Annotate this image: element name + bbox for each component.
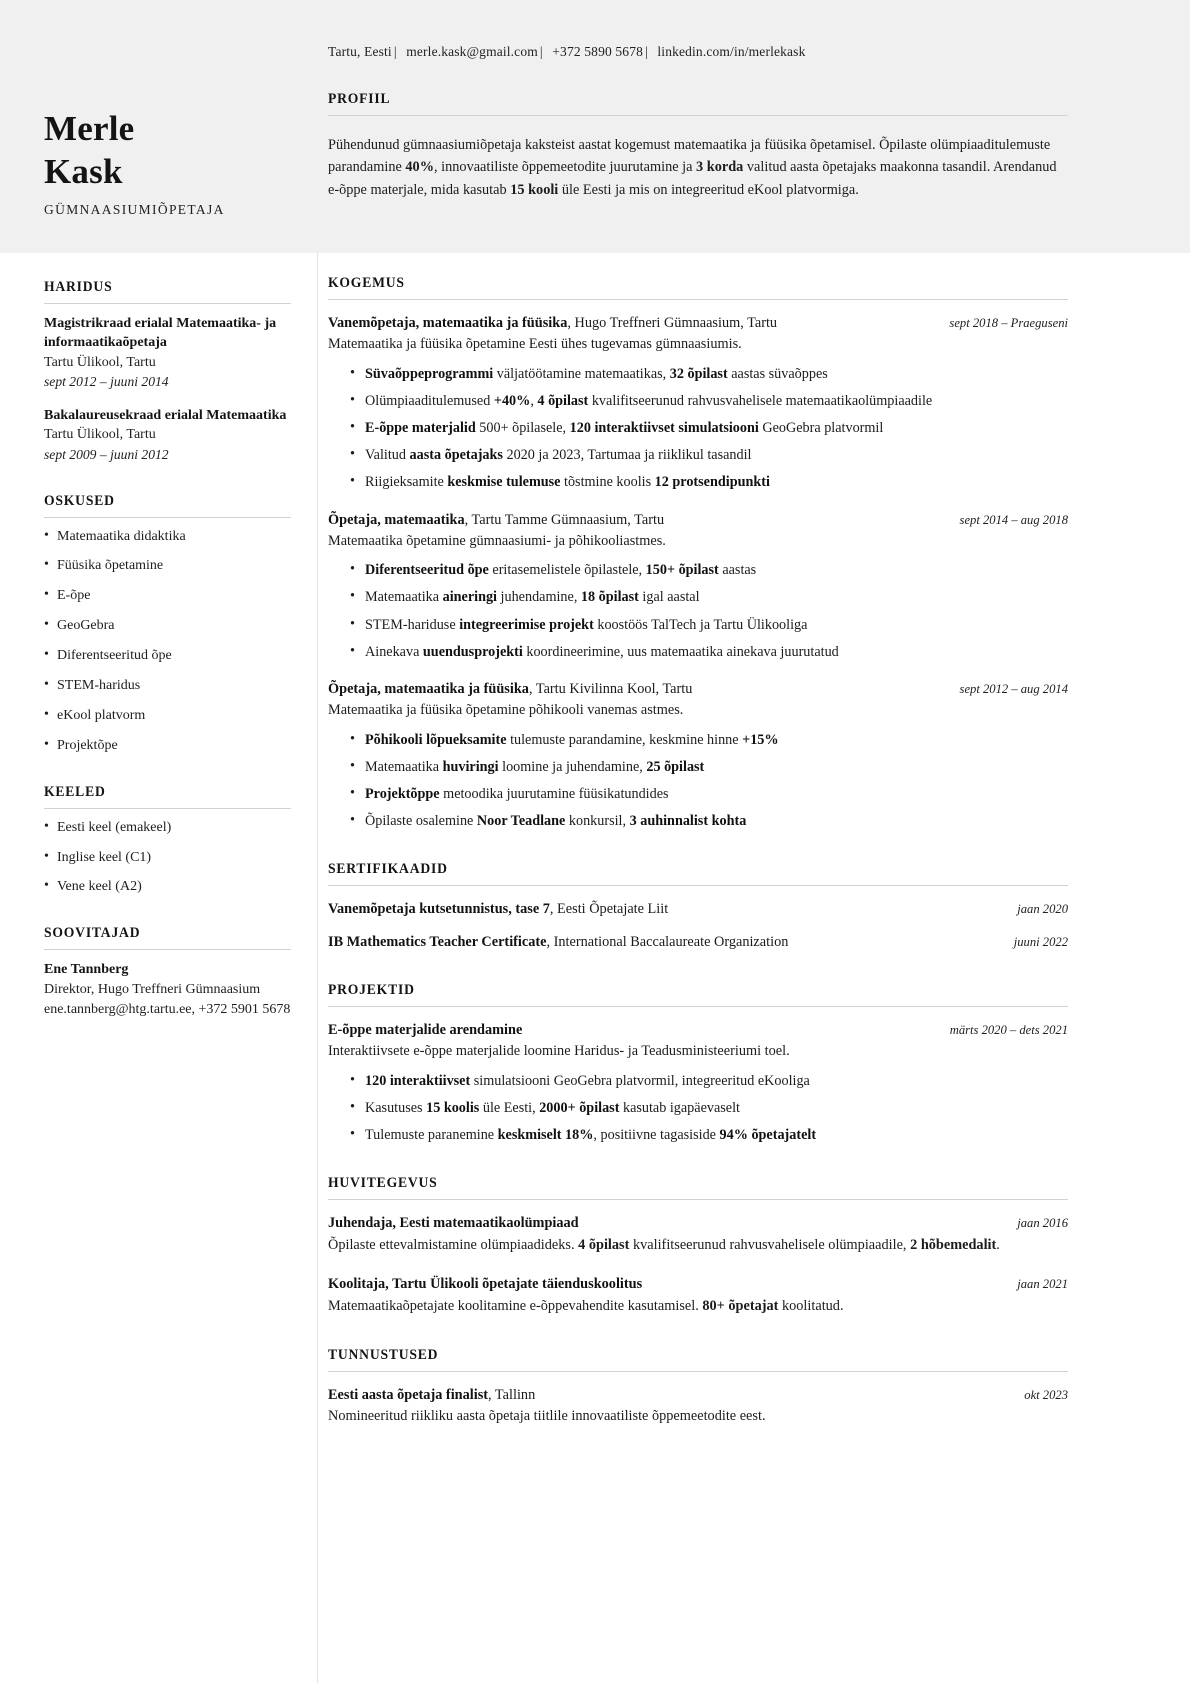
skills-list	[44, 528, 291, 756]
entry-date: sept 2018 – Praeguseni	[949, 316, 1068, 330]
certificate-date: jaan 2020	[1017, 902, 1068, 917]
awards-entries	[328, 1385, 1068, 1427]
entry-bullets	[328, 730, 1068, 832]
contact-email[interactable]: merle.kask@gmail.com	[406, 44, 538, 59]
contact-line	[328, 44, 1068, 60]
name-block	[44, 108, 304, 218]
header-right-column	[328, 44, 1068, 201]
activity-title: Juhendaja, Eesti matemaatikaolümpiaad	[328, 1215, 579, 1232]
languages-heading: KEELED	[44, 783, 106, 800]
entry-bullets	[328, 560, 1068, 662]
experience-section	[328, 275, 1068, 831]
entry-bullet: • Õpilaste osalemine Noor Teadlane konkursil, 3 auhinnalist kohta	[350, 811, 1068, 831]
project-bullets	[328, 1071, 1068, 1145]
education-date: sept 2009 – juuni 2012	[44, 446, 169, 462]
profile-rule	[328, 115, 1068, 116]
last-name: Kask	[44, 151, 123, 191]
list-item: • eKool platvorm	[44, 707, 291, 726]
entry-bullet: • Diferentseeritud õpe eritasemelistele õpilastele, 150+ õpilast aastas	[350, 560, 1068, 580]
entry-header	[328, 1213, 1068, 1233]
list-item: • Matemaatika didaktika	[44, 528, 291, 547]
entry-bullet: • Projektõppe metoodika juurutamine füüsikatundides	[350, 784, 1068, 804]
education-item	[44, 406, 291, 465]
project-bullet: • Tulemuste paranemine keskmiselt 18%, positiivne tagasiside 94% õpetajatelt	[350, 1125, 1068, 1145]
entry-bullet: • Matemaatika aineringi juhendamine, 18 õpilast igal aastal	[350, 587, 1068, 607]
entry-bullet: • STEM-hariduse integreerimise projekt koostöös TalTech ja Tartu Ülikooliga	[350, 615, 1068, 635]
certificate-date: juuni 2022	[1013, 935, 1068, 950]
reference-item	[44, 960, 291, 1019]
experience-entry	[328, 313, 1068, 493]
activities-entries	[328, 1213, 1068, 1317]
entry-header	[328, 679, 1068, 699]
list-item: • STEM-haridus	[44, 677, 291, 696]
awards-rule	[328, 1371, 1068, 1372]
languages-rule	[44, 808, 291, 809]
certificates-section	[328, 861, 1068, 952]
activity-date: jaan 2021	[1017, 1276, 1068, 1291]
project-bullet: • 120 interaktiivset simulatsiooni GeoGebra platvormil, integreeritud eKooliga	[350, 1071, 1068, 1091]
contact-phone[interactable]: +372 5890 5678	[552, 44, 643, 59]
main-column	[328, 275, 1068, 1457]
entry-description: Matemaatika ja füüsika õpetamine Eesti ühes tugevamas gümnaasiumis.	[328, 336, 742, 353]
entry-description: Matemaatika õpetamine gümnaasiumi- ja põhikooliastmes.	[328, 532, 666, 549]
skills-rule	[44, 517, 291, 518]
experience-heading: KOGEMUS	[328, 275, 405, 291]
activity-entry	[328, 1213, 1068, 1256]
entry-title: Õpetaja, matemaatika, Tartu Tamme Gümnaasium, Tartu	[328, 511, 665, 528]
activity-date: jaan 2016	[1017, 1216, 1068, 1231]
entry-bullets	[328, 364, 1068, 493]
activities-section	[328, 1175, 1068, 1317]
certificate-title: Vanemõpetaja kutsetunnistus, tase 7, Eesti Õpetajate Liit	[328, 901, 669, 918]
skills-section	[44, 493, 291, 756]
first-name: Merle	[44, 109, 135, 148]
project-description: Interaktiivsete e-õppe materjalide loomine Haridus- ja Teadusministeeriumi toel.	[328, 1043, 790, 1060]
sidebar	[0, 253, 318, 1683]
entry-bullet: • Põhikooli lõpueksamite tulemuste parandamine, keskmine hinne +15%	[350, 730, 1068, 750]
certificate-item	[328, 899, 1068, 919]
projects-heading: PROJEKTID	[328, 982, 415, 999]
list-item: • Projektõpe	[44, 737, 291, 756]
list-item: • Vene keel (A2)	[44, 878, 291, 897]
entry-header	[328, 1274, 1068, 1294]
job-title: GÜMNAASIUMIÕPETAJA	[44, 202, 225, 218]
education-date: sept 2012 – juuni 2014	[44, 374, 169, 390]
activities-rule	[328, 1199, 1068, 1200]
contact-linkedin[interactable]: linkedin.com/in/merlekask	[657, 44, 806, 59]
entry-date: sept 2012 – aug 2014	[959, 681, 1068, 696]
entry-title: Vanemõpetaja, matemaatika ja füüsika, Hugo Treffneri Gümnaasium, Tartu	[328, 315, 778, 331]
education-degree: Magistrikraad erialal Matemaatika- ja informaatikaõpetaja	[44, 316, 277, 351]
profile-section-header	[328, 91, 1068, 116]
activities-heading: HUVITEGEVUS	[328, 1175, 438, 1192]
education-item	[44, 314, 291, 392]
project-title: E-õppe materjalide arendamine	[328, 1022, 523, 1039]
profile-text: Pühendunud gümnaasiumiõpetaja kaksteist aastat kogemust matemaatika ja füüsika õpetamisel. Õpilaste olümpiaaditulemuste parandamine 40%, innovaatiliste õppemeetodite juurutamine ja 3 korda valitud aasta õpetajaks maakonna tasandil. Arendanud e-õppe materjale, mida kasutab 15 kooli üle Eesti ja mis on integreeritud eKool platvormiga.	[328, 137, 1057, 198]
project-entry	[328, 1020, 1068, 1145]
award-entry	[328, 1385, 1068, 1427]
entry-bullet: • Valitud aasta õpetajaks 2020 ja 2023, Tartumaa ja riiklikul tasandil	[350, 445, 1068, 465]
list-item: • GeoGebra	[44, 617, 291, 636]
entry-date: sept 2014 – aug 2018	[959, 512, 1068, 527]
entry-bullet: • Süvaõppeprogrammi väljatöötamine matemaatikas, 32 õpilast aastas süvaõppes	[350, 364, 1068, 384]
list-item: • Füüsika õpetamine	[44, 557, 291, 576]
entry-title: Õpetaja, matemaatika ja füüsika, Tartu Kivilinna Kool, Tartu	[328, 680, 693, 697]
certificate-title: IB Mathematics Teacher Certificate, International Baccalaureate Organization	[328, 934, 789, 951]
entry-bullet: • Riigieksamite keskmise tulemuse tõstmine koolis 12 protsendipunkti	[350, 472, 1068, 492]
education-school: Tartu Ülikool, Tartu	[44, 354, 156, 370]
certificate-item	[328, 932, 1068, 952]
project-bullet: • Kasutuses 15 koolis üle Eesti, 2000+ õpilast kasutab igapäevaselt	[350, 1098, 1068, 1118]
references-section	[44, 925, 291, 1019]
references-rule	[44, 949, 291, 950]
activity-entry	[328, 1274, 1068, 1317]
languages-list	[44, 819, 291, 898]
contact-location: Tartu, Eesti	[328, 44, 392, 59]
contact-separator-1: |	[393, 44, 397, 59]
reference-name: Ene Tannberg	[44, 962, 129, 978]
list-item: • E-õpe	[44, 587, 291, 606]
award-title: Eesti aasta õpetaja finalist, Tallinn	[328, 1387, 536, 1404]
entry-header	[328, 1385, 1068, 1405]
education-heading: HARIDUS	[44, 279, 113, 295]
list-item: • Diferentseeritud õpe	[44, 647, 291, 666]
award-date: okt 2023	[1024, 1388, 1068, 1403]
experience-rule	[328, 299, 1068, 300]
contact-separator-2: |	[539, 44, 543, 59]
references-heading: SOOVITAJAD	[44, 925, 141, 942]
certificates-rule	[328, 885, 1068, 886]
experience-entry	[328, 679, 1068, 831]
entry-description: Matemaatika ja füüsika õpetamine põhikooli vanemas astmes.	[328, 701, 684, 718]
list-item: • Eesti keel (emakeel)	[44, 819, 291, 838]
projects-section	[328, 982, 1068, 1145]
experience-entry	[328, 510, 1068, 662]
awards-section	[328, 1347, 1068, 1427]
reference-contact[interactable]: ene.tannberg@htg.tartu.ee, +372 5901 5678	[44, 1001, 291, 1017]
award-description: Nomineeritud riikliku aasta õpetaja tiitlile innovaatiliste õppemeetodite eest.	[328, 1408, 766, 1425]
entry-bullet: • Olümpiaaditulemused +40%, 4 õpilast kvalifitseerunud rahvusvahelisele matemaatikaolümpiaadile	[350, 391, 1068, 411]
activity-title: Koolitaja, Tartu Ülikooli õpetajate täienduskoolitus	[328, 1275, 643, 1292]
education-list	[44, 314, 291, 465]
projects-entries	[328, 1020, 1068, 1145]
education-degree: Bakalaureusekraad erialal Matemaatika	[44, 407, 287, 423]
education-section	[44, 279, 291, 465]
languages-section	[44, 784, 291, 898]
certificates-list	[328, 899, 1068, 952]
awards-heading: TUNNUSTUSED	[328, 1347, 439, 1364]
entry-bullet: • Matemaatika huviringi loomine ja juhendamine, 25 õpilast	[350, 757, 1068, 777]
activity-description: Õpilaste ettevalmistamine olümpiaadideks. 4 õpilast kvalifitseerunud rahvusvahelisele olümpiaadile, 2 hõbemedalit.	[328, 1237, 1000, 1254]
activity-description: Matemaatikaõpetajate koolitamine e-õppevahendite kasutamisel. 80+ õpetajat koolitatud.	[328, 1297, 844, 1314]
education-school: Tartu Ülikool, Tartu	[44, 427, 156, 443]
contact-separator-3: |	[645, 44, 648, 59]
references-list	[44, 960, 291, 1019]
list-item: • Inglise keel (C1)	[44, 849, 291, 868]
project-date: märts 2020 – dets 2021	[949, 1023, 1068, 1038]
certificates-heading: SERTIFIKAADID	[328, 861, 448, 878]
profile-heading: PROFIIL	[328, 91, 391, 107]
entry-header	[328, 510, 1068, 530]
entry-header	[328, 313, 1068, 333]
projects-rule	[328, 1006, 1068, 1007]
experience-entries	[328, 313, 1068, 831]
skills-heading: OSKUSED	[44, 492, 115, 509]
entry-header	[328, 1020, 1068, 1040]
education-rule	[44, 303, 291, 304]
reference-role: Direktor, Hugo Treffneri Gümnaasium	[44, 981, 261, 997]
entry-bullet: • E-õppe materjalid 500+ õpilasele, 120 interaktiivset simulatsiooni GeoGebra platvormil	[350, 418, 1068, 438]
entry-bullet: • Ainekava uuendusprojekti koordineerimine, uus matemaatika ainekava juurutatud	[350, 642, 1068, 662]
